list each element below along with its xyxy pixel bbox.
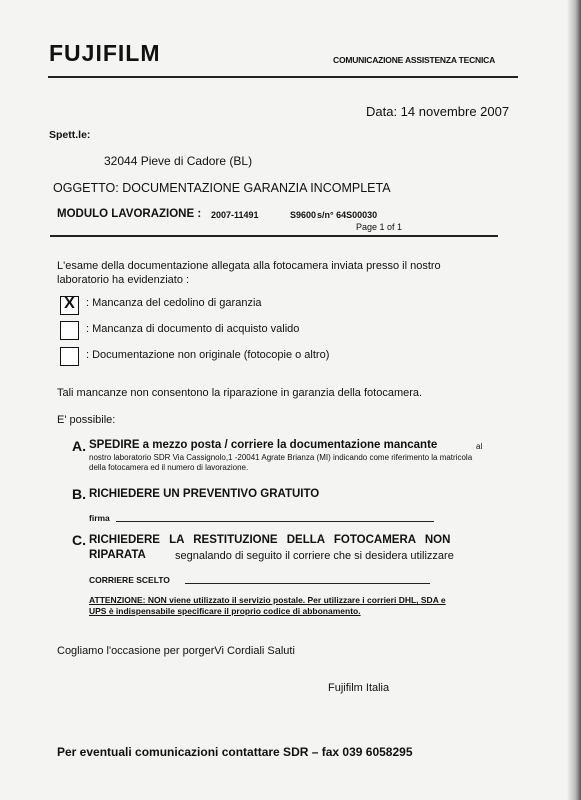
- option-a-description: nostro laboratorio SDR Via Cassignolo,1 -20041 Agrate Brianza (MI) indicando come riferimento la matricola della fotocamera ed il numero di lavorazione.: [89, 453, 473, 472]
- option-c-letter: C.: [72, 532, 86, 548]
- option-b-heading: RICHIEDERE UN PREVENTIVO GRATUITO: [89, 488, 320, 500]
- document-date: Data: 14 novembre 2007: [366, 104, 510, 119]
- recipient-city: 32044 Pieve di Cadore (BL): [104, 154, 253, 168]
- option-a-letter: A.: [72, 438, 86, 454]
- camera-model: S9600: [290, 210, 317, 220]
- signature-field[interactable]: [116, 521, 434, 522]
- courier-field[interactable]: [185, 583, 430, 584]
- page-number: Page 1 of 1: [356, 222, 403, 232]
- fujifilm-logo: FUJIFILM: [49, 40, 161, 66]
- footer-contact: Per eventuali comunicazioni contattare SDR – fax 039 6058295: [57, 745, 413, 759]
- checkbox-missing-warranty[interactable]: [60, 296, 79, 315]
- option-a-tail: al: [476, 442, 483, 451]
- recipient-salutation: Spett.le:: [49, 129, 91, 141]
- notice-text: Tali mancanze non consentono la riparazione in garanzia della fotocamera.: [57, 387, 423, 399]
- attention-note: ATTENZIONE: NON viene utilizzato il servizio postale. Per utilizzare i corrieri DHL, SDA e UPS è indispensabile specificare il proprio codice di abbonamento.: [89, 595, 446, 616]
- camera-serial: s/n° 64S00030: [317, 210, 378, 220]
- module-number: 2007-11491: [211, 210, 259, 220]
- checkbox-non-original[interactable]: [60, 347, 79, 366]
- signature-text: Fujifilm Italia: [328, 682, 390, 694]
- checkbox-label-warranty: : Mancanza del cedolino di garanzia: [86, 297, 262, 309]
- option-c-heading-line2: RIPARATA: [89, 549, 146, 561]
- option-a-heading: SPEDIRE a mezzo posta / corriere la documentazione mancante: [89, 439, 438, 451]
- module-divider: [50, 235, 498, 237]
- options-intro: E' possibile:: [57, 414, 116, 426]
- closing-text: Cogliamo l'occasione per porgerVi Cordiali Saluti: [57, 645, 295, 657]
- header-divider: [48, 76, 518, 78]
- checkbox-label-non-original: : Documentazione non originale (fotocopie o altro): [86, 349, 330, 361]
- module-label: MODULO LAVORAZIONE :: [57, 208, 202, 220]
- department-title: COMUNICAZIONE ASSISTENZA TECNICA: [333, 55, 496, 65]
- x-mark-icon: X: [64, 295, 75, 312]
- courier-label: CORRIERE SCELTO: [89, 575, 170, 585]
- scan-edge-shadow: [567, 0, 581, 800]
- option-b-letter: B.: [72, 486, 86, 502]
- subject-line: OGGETTO: DOCUMENTAZIONE GARANZIA INCOMPLETA: [53, 181, 391, 195]
- option-c-tail: segnalando di seguito il corriere che si desidera utilizzare: [175, 550, 454, 562]
- checkbox-label-receipt: : Mancanza di documento di acquisto valido: [86, 323, 300, 335]
- option-c-heading-line1: RICHIEDERE LA RESTITUZIONE DELLA FOTOCAMERA NON: [89, 534, 451, 546]
- signature-label: firma: [89, 513, 110, 523]
- checkbox-missing-receipt[interactable]: [60, 321, 79, 340]
- intro-text: L'esame della documentazione allegata alla fotocamera inviata presso il nostro laboratorio ha evidenziato :: [57, 260, 441, 286]
